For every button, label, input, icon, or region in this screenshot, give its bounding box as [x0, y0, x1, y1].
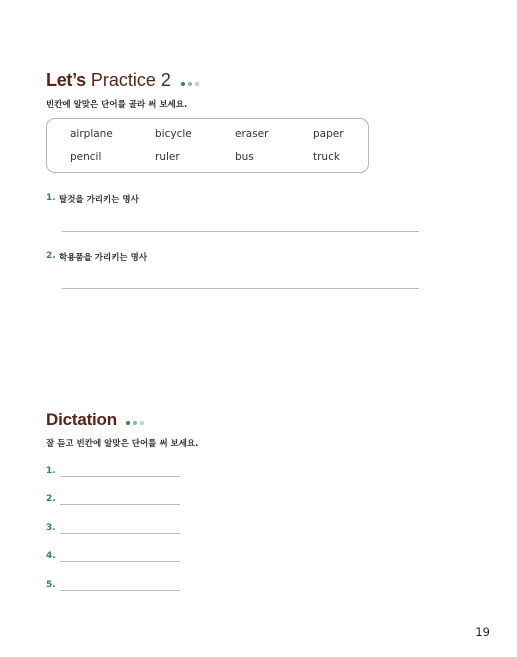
word-bank-item: airplane — [70, 128, 113, 140]
word-bank-item: bus — [235, 151, 254, 163]
dictation-number: 1. — [46, 466, 56, 476]
practice-title-bold: Let’s — [46, 70, 86, 90]
word-bank — [46, 118, 369, 173]
word-bank-item: paper — [313, 128, 344, 140]
answer-line-2[interactable] — [62, 288, 419, 289]
dictation-line-4[interactable] — [60, 561, 180, 562]
dictation-number: 2. — [46, 494, 56, 504]
practice-title — [46, 70, 202, 92]
question-number: 2. — [46, 251, 56, 261]
answer-line-1[interactable] — [62, 231, 419, 232]
question-text: 탈것을 가리키는 명사 — [59, 195, 139, 205]
dictation-line-5[interactable] — [60, 590, 180, 591]
title-dots-icon — [126, 410, 147, 430]
word-bank-item: truck — [313, 151, 340, 163]
word-bank-item: ruler — [155, 151, 180, 163]
practice-instruction: 빈칸에 알맞은 단어를 골라 써 보세요. — [46, 100, 188, 110]
dictation-title — [46, 410, 147, 431]
dictation-line-1[interactable] — [60, 476, 180, 477]
dictation-line-3[interactable] — [60, 533, 180, 534]
word-bank-item: eraser — [235, 128, 269, 140]
dictation-title-text: Dictation — [46, 410, 117, 429]
title-dots-icon — [181, 70, 202, 91]
dictation-line-2[interactable] — [60, 504, 180, 505]
question-number: 1. — [46, 193, 56, 203]
word-bank-item: bicycle — [155, 128, 192, 140]
dictation-number: 3. — [46, 523, 56, 533]
question-text: 학용품을 가리키는 명사 — [59, 253, 148, 263]
dictation-number: 5. — [46, 580, 56, 590]
dictation-number: 4. — [46, 551, 56, 561]
page-number: 19 — [475, 625, 490, 639]
word-bank-item: pencil — [70, 151, 102, 163]
dictation-instruction: 잘 듣고 빈칸에 알맞은 단어를 써 보세요. — [46, 439, 199, 449]
practice-title-rest: Practice 2 — [90, 70, 171, 90]
